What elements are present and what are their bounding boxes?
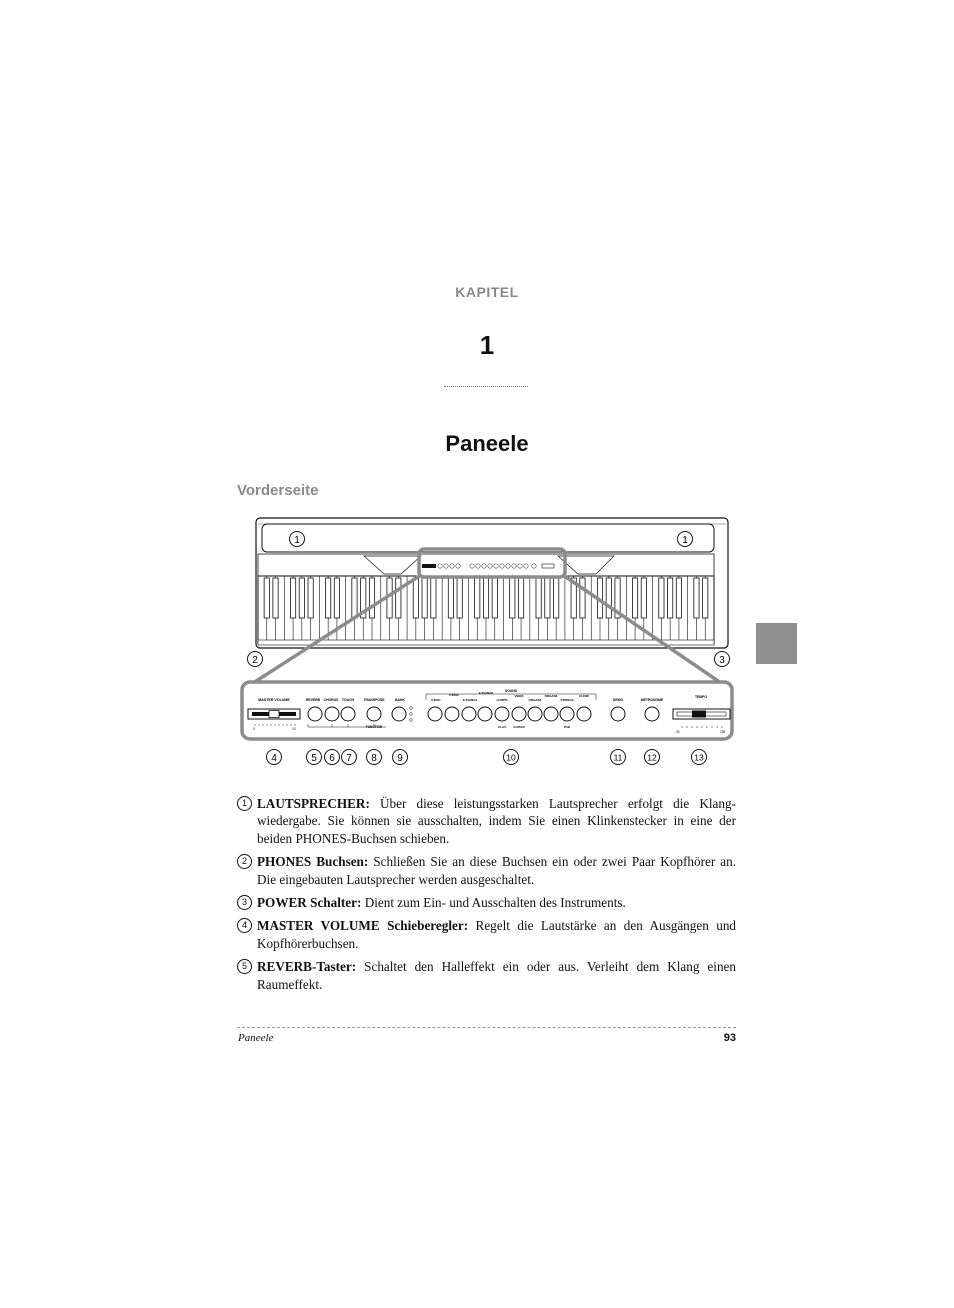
svg-text:11: 11 — [613, 752, 623, 763]
svg-text:7: 7 — [346, 753, 352, 764]
description-item — [237, 853, 736, 888]
svg-text:2: 2 — [252, 655, 258, 666]
mini-button — [444, 564, 448, 568]
callout-9 — [393, 750, 408, 765]
label-organ1: ORGAN1 — [528, 698, 542, 702]
item-text: Über diese leistungsstarken Lautsprecher erfolgt die Klang-wiedergabe. Sie können sie ausschalten, indem Sie einen Klinkenstecker in eine der beiden PHONES-Buchsen schieben. — [257, 796, 736, 846]
label-master-volume: MASTER VOLUME — [258, 698, 290, 702]
chapter-divider — [444, 386, 528, 387]
svg-text:1: 1 — [294, 535, 300, 546]
mini-button — [494, 564, 498, 568]
svg-text:6: 6 — [329, 753, 335, 764]
mini-button — [500, 564, 504, 568]
callout-13 — [692, 750, 707, 765]
callout-12 — [645, 750, 660, 765]
callout-1-right — [678, 532, 693, 547]
label-clav: CLAV — [498, 725, 506, 729]
black-key — [703, 578, 708, 618]
label-choir: CHOIR — [579, 694, 589, 698]
metronome-button[interactable] — [645, 707, 659, 721]
black-key — [606, 578, 611, 618]
callout-3 — [715, 652, 730, 667]
item-number: 2 — [237, 854, 252, 869]
item-text: Schließen Sie an diese Buchsen ein oder zwei Paar Kopfhörer an. Die eingebauten Lautsprecher werden ausgeschaltet. — [257, 854, 736, 887]
sound-button — [577, 707, 591, 721]
chapter-tab-marker — [756, 623, 797, 664]
callout-2 — [248, 652, 263, 667]
black-key — [580, 578, 585, 618]
label-piano2: P.INO2 — [449, 693, 459, 697]
callout-4 — [267, 750, 282, 765]
description-item — [237, 795, 736, 847]
reverb-button[interactable] — [308, 707, 322, 721]
chorus-button[interactable] — [325, 707, 339, 721]
black-key — [536, 578, 541, 618]
label-metronome: METRONOME — [640, 698, 664, 702]
black-key — [668, 578, 673, 618]
master-volume-slider[interactable] — [269, 711, 279, 718]
mini-button — [450, 564, 454, 568]
label-bank: BANK — [395, 698, 405, 702]
callout-5 — [307, 750, 322, 765]
mini-button — [488, 564, 492, 568]
label-pad: PAD — [563, 725, 571, 729]
black-key — [676, 578, 681, 618]
callout-6 — [325, 750, 340, 765]
black-key — [475, 578, 480, 618]
item-text: Schaltet den Halleffekt ein oder aus. Verleiht dem Klang einen Raumeffekt. — [257, 959, 736, 992]
sound-button — [560, 707, 574, 721]
label-chorus: CHORUS — [323, 698, 339, 702]
black-key — [369, 578, 374, 618]
black-key — [413, 578, 418, 618]
black-key — [299, 578, 304, 618]
mini-button — [532, 564, 536, 568]
svg-text:9: 9 — [397, 753, 403, 764]
svg-text:8: 8 — [371, 753, 377, 764]
black-key — [334, 578, 339, 618]
sound-button — [462, 707, 476, 721]
label-function: FUNCTION — [365, 725, 383, 729]
description-item — [237, 894, 736, 911]
label-touch: TOUCH — [342, 698, 354, 702]
black-key — [641, 578, 646, 618]
item-number: 3 — [237, 895, 252, 910]
mini-button — [506, 564, 510, 568]
tempo-max-label: 208 — [720, 730, 726, 734]
page-title: Paneele — [445, 431, 529, 456]
black-key — [545, 578, 550, 618]
svg-text:12: 12 — [647, 752, 657, 763]
label-guitar: GUITAR — [513, 725, 525, 729]
mini-button — [524, 564, 528, 568]
item-number: 1 — [237, 796, 252, 811]
black-key — [510, 578, 515, 618]
item-term: MASTER VOLUME Schieberegler: — [257, 918, 469, 934]
black-key — [396, 578, 401, 618]
black-key — [632, 578, 637, 618]
mini-button — [512, 564, 516, 568]
black-key — [290, 578, 295, 618]
sound-button — [512, 707, 526, 721]
black-key — [518, 578, 523, 618]
callout-8 — [367, 750, 382, 765]
label-demo: DEMO — [612, 698, 624, 702]
black-key — [352, 578, 357, 618]
label-vibes: VIBES — [514, 694, 524, 698]
black-key — [554, 578, 559, 618]
footer-section-name: Paneele — [238, 1032, 274, 1044]
black-key — [273, 578, 278, 618]
svg-text:1: 1 — [682, 535, 688, 546]
svg-text:5: 5 — [311, 753, 317, 764]
label-organ2: ORGAN2 — [544, 694, 558, 698]
item-number: 5 — [237, 959, 252, 974]
footer-divider — [237, 1027, 736, 1028]
description-item — [237, 958, 736, 993]
sound-button — [495, 707, 509, 721]
touch-button[interactable] — [341, 707, 355, 721]
item-term: LAUTSPRECHER: — [257, 796, 370, 811]
black-key — [308, 578, 313, 618]
callout-10 — [504, 750, 519, 765]
black-key — [694, 578, 699, 618]
item-number: 4 — [237, 918, 252, 933]
sound-button — [544, 707, 558, 721]
item-text: Regelt die Lautstärke an den Ausgängen und Kopfhörerbuchsen. — [257, 918, 737, 951]
black-key — [264, 578, 269, 618]
black-key — [326, 578, 331, 618]
sound-button — [428, 707, 442, 721]
description-item — [237, 917, 736, 952]
front-panel-diagram — [236, 512, 736, 774]
section-title: Vorderseite — [237, 482, 319, 499]
transpose-button[interactable] — [367, 707, 381, 721]
black-keys — [264, 578, 708, 618]
item-term: PHONES Buchsen: — [257, 854, 369, 870]
sound-button — [478, 707, 492, 721]
volume-max-label: 10 — [292, 727, 296, 731]
black-key — [422, 578, 427, 618]
black-key — [457, 578, 462, 618]
mini-button — [438, 564, 442, 568]
label-epiano1: E.P.IANO1 — [462, 698, 478, 702]
demo-button[interactable] — [611, 707, 625, 721]
black-key — [659, 578, 664, 618]
callout-11 — [611, 750, 626, 765]
mini-button — [476, 564, 480, 568]
sound-button — [528, 707, 542, 721]
tempo-slider[interactable] — [692, 711, 706, 718]
mini-button — [456, 564, 460, 568]
svg-text:10: 10 — [506, 752, 516, 763]
label-harpsi: H.RIPSI — [496, 698, 508, 702]
item-text: Dient zum Ein- und Ausschalten des Instruments. — [361, 895, 626, 911]
chapter-number: 1 — [479, 330, 495, 360]
black-key — [448, 578, 453, 618]
svg-text:13: 13 — [694, 752, 704, 763]
chapter-label: KAPITEL — [455, 284, 519, 300]
mini-button — [482, 564, 486, 568]
black-key — [431, 578, 436, 618]
mini-button — [518, 564, 522, 568]
svg-text:3: 3 — [719, 655, 725, 666]
black-key — [483, 578, 488, 618]
sound-button — [445, 707, 459, 721]
tempo-min-label: 40 — [676, 730, 680, 734]
label-transpose: TRANSPOSE — [363, 698, 385, 702]
callout-7 — [342, 750, 357, 765]
mini-button — [470, 564, 474, 568]
item-term: REVERB-Taster: — [257, 959, 357, 975]
item-term: POWER Schalter: — [257, 895, 362, 911]
page-number: 93 — [723, 1032, 736, 1044]
bank-button[interactable] — [392, 707, 406, 721]
label-epiano2: E.P.IANO2 — [478, 691, 494, 695]
label-reverb: REVERB — [305, 698, 321, 702]
label-tempo: TEMPO — [694, 695, 708, 699]
label-strings: STRINGS — [560, 698, 574, 702]
label-sound: SOUND — [504, 689, 518, 693]
callout-1-left — [290, 532, 305, 547]
black-key — [492, 578, 497, 618]
label-piano1: P.INO1 — [431, 698, 441, 702]
volume-min-label: 0 — [253, 727, 255, 731]
description-list — [237, 795, 736, 999]
svg-text:4: 4 — [271, 753, 277, 764]
